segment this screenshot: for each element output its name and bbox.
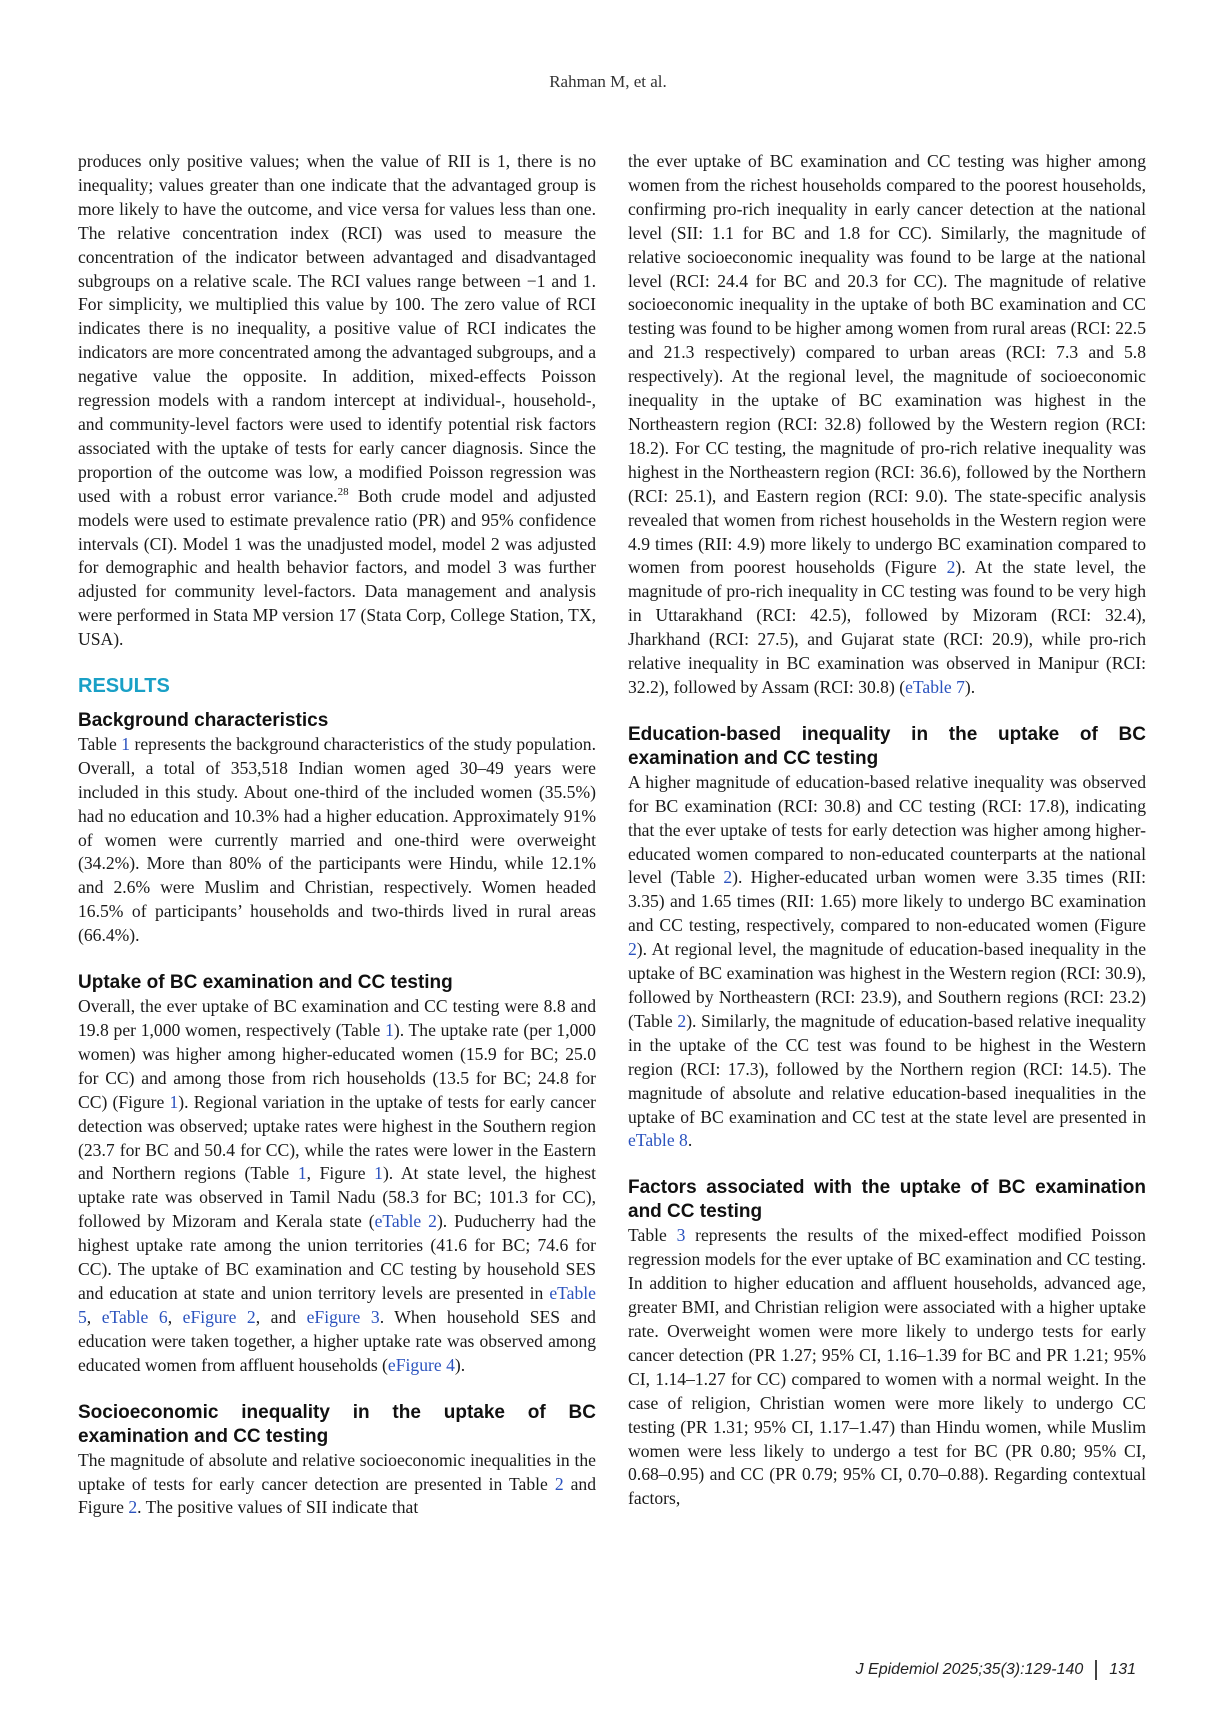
efigure-link[interactable]: eFigure 3: [306, 1306, 380, 1327]
citation-superscript: 28: [337, 485, 349, 498]
methods-paragraph: produces only positive values; when the value of RII is 1, there is no inequality; values greater than one indicate that the advantaged group is more likely to have the outcome, and vice versa for values less than one. The relative concentration index (RCI) was used to measure the concentration of the indicator between advantaged and disadvantaged subgroups on a relative scale. The RCI values range between −1 and 1. For simplicity, we multiplied this value by 100. The zero value of RCI indicates there is no inequality, a positive value of RCI indicates the indicators are more concentrated among the advantaged subgroups, and a negative value the opposite. In addition, mixed-effects Poisson regression models with a random intercept at individual-, household-, and community-level factors were used to identify potential risk factors associated with the uptake of tests for early cancer diagnosis. Since the proportion of the outcome was low, a modified Poisson regression was used with a robust error variance.$^{28}$ Both crude model and adjusted models were used to estimate prevalence ratio (PR) and 95% confidence intervals (CI). Model 1 was the unadjusted model, model 2 was adjusted for demographic and health behavior factors, and model 3 was further adjusted for community level-factors. Data management and analysis were performed in Stata MP version 17 (Stata Corp, College Station, TX, USA).: [78, 151, 596, 650]
figure-link[interactable]: 2: [946, 557, 956, 578]
figure-link[interactable]: 2: [128, 1497, 138, 1518]
efigure-link[interactable]: eFigure 4: [387, 1354, 455, 1375]
background-heading: Background characteristics: [78, 709, 329, 731]
etable-link[interactable]: eTable 7: [905, 676, 965, 697]
ses-inequality-heading: Socioeconomic inequality in the uptake of BC examination and CC testing: [78, 1401, 596, 1447]
etable-link[interactable]: eTable 8: [628, 1130, 688, 1151]
efigure-link[interactable]: eFigure 2: [182, 1306, 256, 1327]
table-link[interactable]: 3: [676, 1225, 686, 1246]
left-column: [78, 150, 596, 1520]
education-inequality-heading: Education-based inequality in the uptake of BC examination and CC testing: [628, 723, 1146, 769]
uptake-paragraph: Overall, the ever uptake of BC examination and CC testing were 8.8 and 19.8 per 1,000 women, respectively (Table 1). The uptake rate (per 1,000 women) was higher among higher-educated women (15.9 for BC; 25.0 for CC) and among those from rich households (13.5 for BC; 24.8 for CC) (Figure 1). Regional variation in the uptake of tests for early cancer detection was observed; uptake rates were highest in the Southern region (23.7 for BC and 50.4 for CC), while the rates were lower in the Eastern and Northern regions (Table 1, Figure 1). At state level, the highest uptake rate was observed in Tamil Nadu (58.3 for BC; 101.3 for CC), followed by Mizoram and Kerala state (eTable 2). Puducherry had the highest uptake rate among the union territories (41.6 for BC; 74.6 for CC). The uptake of BC examination and CC testing by household SES and education at state and union territory levels are presented in eTable 5, eTable 6, eFigure 2, and eFigure 3. When household SES and education were taken together, a higher uptake rate was observed among educated women from affluent households (eFigure 4).: [78, 996, 597, 1375]
footer-divider: [1095, 1660, 1097, 1680]
ses-inequality-paragraph: The magnitude of absolute and relative socioeconomic inequalities in the uptake of tests for early cancer detection are presented in Table 2 and Figure 2. The positive values of SII indicate that: [78, 1449, 596, 1518]
journal-citation: J Epidemiol 2025;35(3):129-140: [855, 1661, 1084, 1678]
figure-link[interactable]: 1: [374, 1163, 383, 1184]
factors-paragraph: Table 3 represents the results of the mixed-effect modified Poisson regression models for the ever uptake of BC examination and CC testing. In addition to higher education and affluent households, advanced age, greater BMI, and Christian religion were associated with a higher uptake rate. Overweight women were more likely to undergo tests for early cancer detection (PR 1.27; 95% CI, 1.16–1.39 for BC and PR 1.21; 95% CI, 1.14–1.27 for CC) compared to women with a normal weight. In the case of religion, Christian women were more likely to undergo CC testing (PR 1.31; 95% CI, 1.17–1.47) than Hindu women, while Muslim women were less likely to undergo a test for BC (PR 0.80; 95% CI, 0.68–0.95) and CC (PR 0.79; 95% CI, 0.70–0.88). Regarding contextual factors,: [628, 1225, 1146, 1509]
results-heading: RESULTS: [78, 675, 170, 698]
right-column: [628, 150, 1146, 1511]
figure-link[interactable]: 1: [169, 1091, 179, 1112]
page-number: 131: [1109, 1661, 1136, 1678]
factors-heading: Factors associated with the uptake of BC examination and CC testing: [628, 1177, 1146, 1223]
uptake-heading: Uptake of BC examination and CC testing: [78, 972, 453, 994]
education-inequality-paragraph: A higher magnitude of education-based relative inequality was observed for BC examination (RCI: 30.8) and CC testing (RCI: 17.8), indicating that the ever uptake of tests for early detection was higher among higher-educated women compared to non-educated counterparts at the national level (Table 2). Higher-educated urban women were 3.35 times (RII: 3.35) and 1.65 times (RII: 1.65) more likely to undergo BC examination and CC testing, respectively, compared to non-educated women (Figure 2). At regional level, the magnitude of education-based inequality in the uptake of BC examination was highest in the Western region (RCI: 30.9), followed by Northeastern (RCI: 23.9), and Southern regions (RCI: 23.2) (Table 2). Similarly, the magnitude of education-based relative inequality in the uptake of the CC test was found to be highest in the Western region (RCI: 17.3), followed by the Northern region (RCI: 14.5). The magnitude of absolute and relative education-based inequalities in the uptake of BC examination and CC test at the state level are presented in eTable 8.: [628, 771, 1146, 1151]
figure-link[interactable]: 2: [628, 939, 637, 960]
ses-continued-paragraph: the ever uptake of BC examination and CC testing was higher among women from the richest households compared to the poorest households, confirming pro-rich inequality in early cancer detection at the national level (SII: 1.1 for BC and 1.8 for CC). Similarly, the magnitude of relative socioeconomic inequality was found to be large at the national level (RCI: 24.4 for BC and 20.3 for CC). The magnitude of relative socioeconomic inequality in the uptake of both BC examination and CC testing was found to be higher among women from rural areas (RCI: 22.5 and 21.3 respectively) compared to urban areas (RCI: 7.3 and 5.8 respectively). At the regional level, the magnitude of socioeconomic inequality in the uptake of BC examination was highest in the Northeastern region (RCI: 32.8) followed by the Western region (RCI: 18.2). For CC testing, the magnitude of pro-rich relative inequality was highest in the Northeastern region (RCI: 36.6), followed by the Northern (RCI: 25.1), and Eastern region (RCI: 9.0). The state-specific analysis revealed that women from richest households in the Western region were 4.9 times (RII: 4.9) more likely to undergo BC examination compared to women from poorest households (Figure 2). At the state level, the magnitude of pro-rich inequality in CC testing was found to be very high in Uttarakhand (RCI: 42.5), followed by Mizoram (RCI: 32.4), Jharkhand (RCI: 27.5), and Gujarat state (RCI: 20.9), while pro-rich relative inequality in BC examination was observed in Manipur (RCI: 32.2), followed by Assam (RCI: 30.8) (eTable 7).: [628, 151, 1146, 697]
table-link[interactable]: 2: [723, 867, 733, 888]
background-paragraph: Table 1 represents the background characteristics of the study population. Overall, a total of 353,518 Indian women aged 30–49 years were included in this study. About one-third of the included women (35.5%) had no education and 10.3% had a higher education. Approximately 91% of women were currently married and one-third were overweight (34.2%). More than 80% of the participants were Hindu, while 12.1% and 2.6% were Muslim and Christian, respectively. Women headed 16.5% of participants’ households and two-thirds lived in rural areas (66.4%).: [78, 733, 596, 946]
table-link[interactable]: 1: [385, 1020, 394, 1040]
etable-link[interactable]: eTable 2: [374, 1211, 437, 1232]
table-link[interactable]: 2: [554, 1473, 564, 1494]
table-link[interactable]: 2: [677, 1010, 687, 1031]
table-link[interactable]: 1: [121, 733, 131, 754]
page-footer: [856, 1660, 1136, 1680]
etable-link[interactable]: eTable 5: [78, 1282, 596, 1327]
etable-link[interactable]: eTable 6: [101, 1306, 168, 1327]
table-link[interactable]: 1: [297, 1163, 307, 1184]
running-header: Rahman M, et al.: [549, 72, 667, 91]
